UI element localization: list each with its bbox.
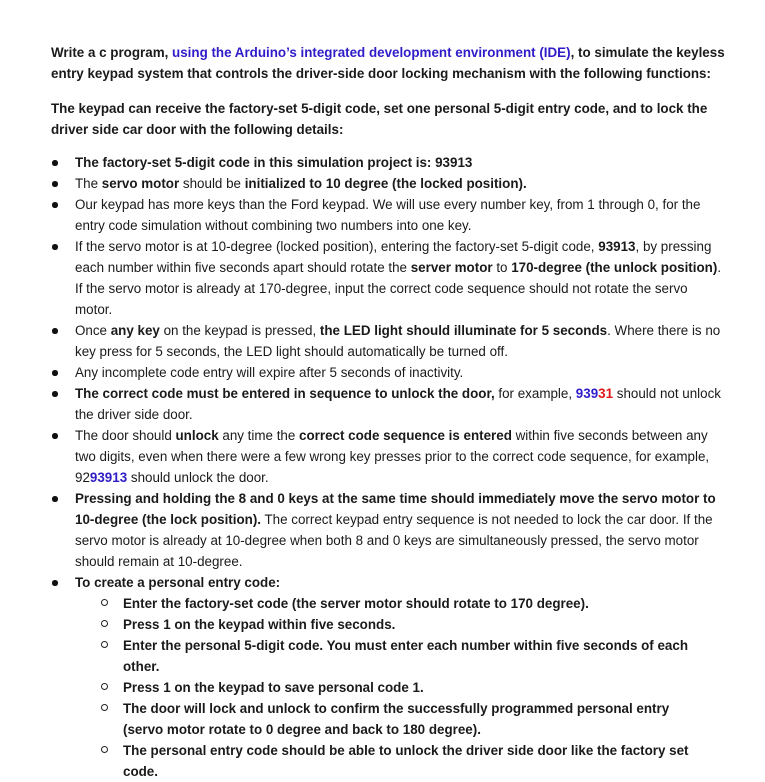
item-text: If the servo motor is at 10-degree (locked position), entering the factory-set 5-digit code,	[75, 239, 599, 254]
item-text: Our keypad has more keys than the Ford keypad. We will use every number key, from 1 through 0, for the entry code simulation without combining two numbers into one key.	[75, 197, 701, 233]
intro-paragraph	[51, 42, 731, 84]
list-item	[0, 194, 765, 236]
item-bold: unlock	[175, 428, 219, 443]
list-item	[0, 152, 765, 173]
item-bold: Pressing and holding the 8 and 0 keys at the same time should immediately move the servo motor to 10-degree (the lock position).	[75, 491, 716, 527]
intro-text-end: , to simulate the keyless entry keypad system that controls the driver-side door locking mechanism with the following functions:	[51, 45, 725, 81]
item-text: . If the servo motor is already at 170-degree, input the correct code sequence should not rotate the servo motor.	[75, 260, 722, 317]
item-text: for example,	[494, 386, 576, 401]
item-bold: 170-degree (the unlock position)	[511, 260, 718, 275]
item-text: Once	[75, 323, 111, 338]
item-bold: the LED light should illuminate for 5 seconds	[319, 323, 608, 338]
item-bold: initialized to 10 degree (the locked position).	[244, 176, 527, 191]
item-text: should unlock the door.	[127, 470, 269, 485]
sub-list-item: Enter the personal 5-digit code. You must enter each number within five seconds of each other.	[75, 635, 723, 677]
item-text: any time the	[218, 428, 300, 443]
sub-list-item: Enter the factory-set code (the server motor should rotate to 170 degree).	[75, 593, 723, 614]
item-bold: servo motor	[101, 176, 180, 191]
list-item	[0, 383, 765, 425]
sub-list-item: Press 1 on the keypad within five seconds.	[75, 614, 723, 635]
details-paragraph: The keypad can receive the factory-set 5-digit code, set one personal 5-digit entry code, and to lock the driver side car door with the following details:	[51, 101, 708, 137]
list-item	[0, 173, 765, 194]
personal-code-steps	[75, 593, 723, 782]
sub-list-item: The door will lock and unlock to confirm the successfully programmed personal entry (servo motor rotate to 0 degree and back to 180 degree).	[75, 698, 723, 740]
list-item	[0, 320, 765, 362]
item-text: The door should	[75, 428, 176, 443]
item-bold: correct code sequence is entered	[299, 428, 512, 443]
list-item	[0, 425, 765, 488]
item-text: To create a personal entry code:	[75, 575, 281, 590]
item-text: , by pressing each number within five seconds apart should rotate the	[75, 239, 712, 275]
code-example-blue: 93913	[89, 470, 128, 485]
item-bold: server motor	[410, 260, 493, 275]
item-bold: The correct code must be entered in sequence to unlock the door,	[75, 386, 495, 401]
item-text: The	[75, 176, 102, 191]
list-item	[0, 572, 765, 782]
code-example-blue: 939	[575, 386, 599, 401]
item-bold: any key	[110, 323, 160, 338]
item-text: The correct keypad entry sequence is not needed to lock the car door. If the servo motor is already at 10-degree when both 8 and 0 keys are simultaneously pressed, the servo motor should remain at 10-degree.	[75, 512, 713, 569]
list-item	[0, 362, 765, 383]
item-text: within five seconds between any two digits, even when there were a few wrong key presses prior to the correct code sequence, for example, 92	[75, 428, 710, 485]
item-text: . Where there is no key press for 5 seconds, the LED light should automatically be turned off.	[75, 323, 721, 359]
requirements-list	[0, 152, 765, 782]
sub-list-item: The personal entry code should be able to unlock the driver side door like the factory set code.	[75, 740, 723, 782]
item-text: to	[492, 260, 512, 275]
item-text: The factory-set 5-digit code in this simulation project is: 93913	[75, 155, 473, 170]
item-text: should not unlock the driver side door.	[75, 386, 721, 422]
item-text: should be	[179, 176, 245, 191]
item-text: Any incomplete code entry will expire after 5 seconds of inactivity.	[75, 365, 464, 380]
list-item	[0, 236, 765, 320]
item-text: on the keypad is pressed,	[159, 323, 320, 338]
intro-text: Write a c program,	[51, 45, 173, 60]
ide-highlight: using the Arduino’s integrated development environment (IDE)	[172, 45, 571, 60]
code-example-red: 31	[598, 386, 614, 401]
sub-list-item: Press 1 on the keypad to save personal code 1.	[75, 677, 723, 698]
list-item	[0, 488, 765, 572]
item-bold: 93913	[598, 239, 636, 254]
